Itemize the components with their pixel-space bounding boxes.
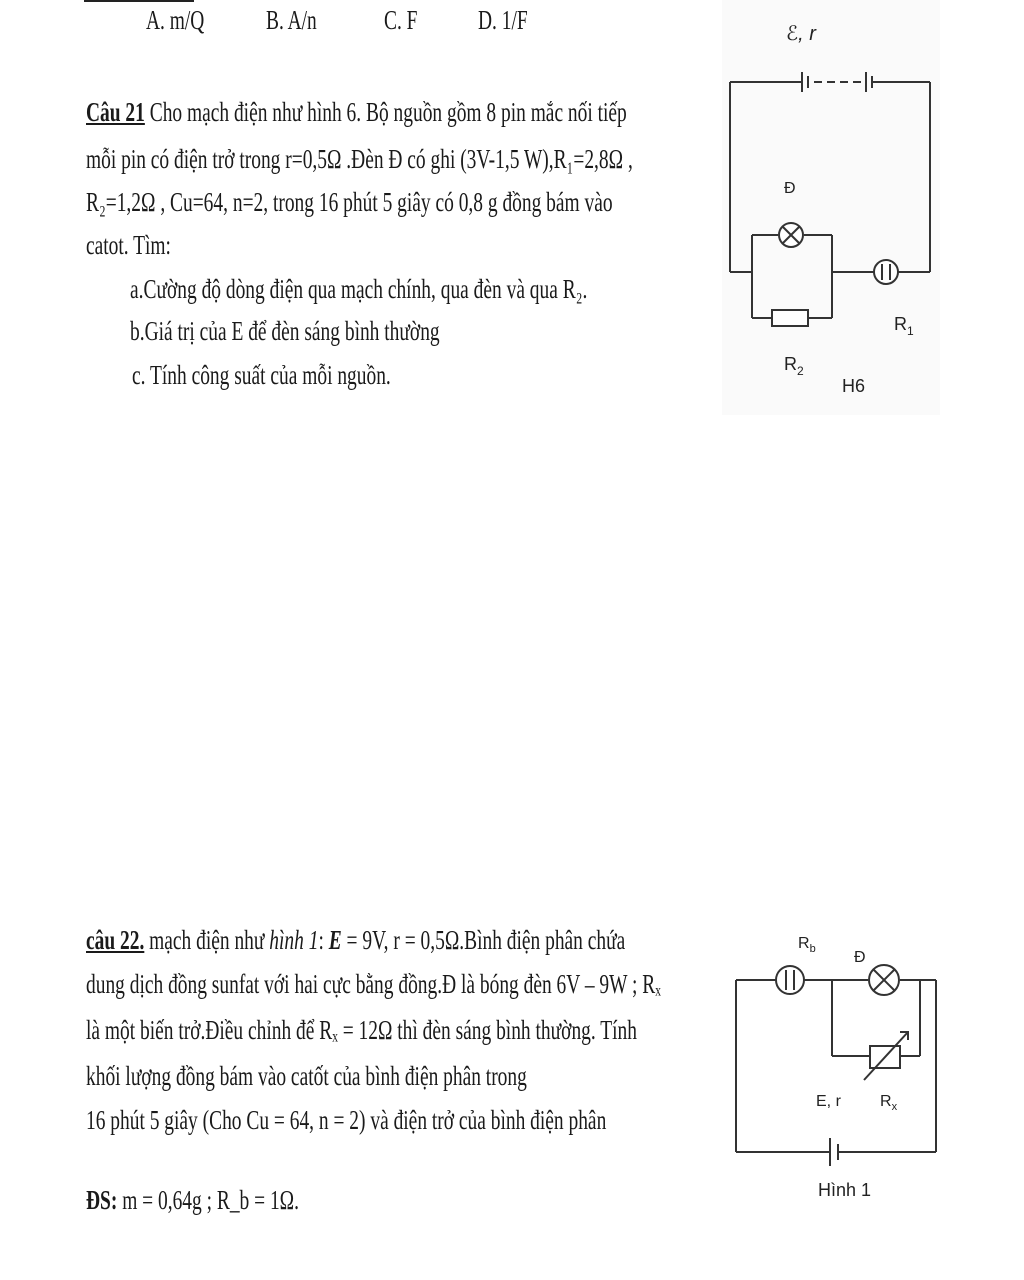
lamp-icon xyxy=(869,965,899,995)
fig1-rx-label: $R_x$ xyxy=(880,1093,898,1113)
q22-line-2: dung dịch đồng sunfat với hai cực bằng đồng.Đ là bóng đèn 6V – 9W ; Rₓ xyxy=(86,969,661,999)
fig6-lamp-label: Đ xyxy=(784,180,796,197)
choice-a: A. m/Q xyxy=(146,5,205,35)
answer-value: m = 0,64g ; R_b = 1Ω. xyxy=(117,1185,299,1215)
choice-d: D. 1/F xyxy=(478,5,528,35)
fig6-source-label: ℰ, r xyxy=(786,23,816,45)
electrolytic-cell-icon xyxy=(776,966,804,994)
fig1-rb-label: $R_b$ xyxy=(798,935,816,955)
q21-item-c: c. Tính công suất của mỗi nguồn. xyxy=(132,360,391,390)
q21-item-b: b.Giá trị của E để đèn sáng bình thường xyxy=(130,316,440,346)
q22-line-5: 16 phút 5 giây (Cho Cu = 64, n = 2) và điện trở của bình điện phân xyxy=(86,1105,607,1135)
q22-line-1: câu 22. mạch điện như hình 1: E = 9V, r = 0,5Ω.Bình điện phân chứa xyxy=(86,925,626,955)
q22-answer xyxy=(86,1184,299,1216)
circuit-figure-h6 xyxy=(722,0,942,415)
q21-line-3: R₂=1,2Ω , Cu=64, n=2, trong 16 phút 5 giây có 0,8 g đồng bám vào xyxy=(86,187,613,217)
fig1-lamp-label: Đ xyxy=(854,949,866,966)
q21-title: Câu 21 xyxy=(86,97,145,127)
fig6-r2-label: $R_2$ xyxy=(784,354,804,378)
circuit-figure-hinh-1 xyxy=(730,920,946,1210)
electrolytic-cell-icon xyxy=(874,260,898,284)
answer-label: ĐS: xyxy=(86,1185,118,1215)
lamp-icon xyxy=(779,223,803,247)
q22-title: câu 22. xyxy=(86,925,145,955)
q21-line-4: catot. Tìm: xyxy=(86,230,171,260)
q22-line-3: là một biến trở.Điều chỉnh để Rₓ = 12Ω thì đèn sáng bình thường. Tính xyxy=(86,1015,637,1045)
q21-line-2: mỗi pin có điện trở trong r=0,5Ω .Đèn Đ có ghi (3V-1,5 W),R₁=2,8Ω , xyxy=(86,144,633,174)
top-divider xyxy=(84,0,194,2)
fig1-caption: Hình 1 xyxy=(818,1180,872,1200)
fig6-caption: H6 xyxy=(842,376,866,396)
choice-c: C. F xyxy=(384,5,418,35)
resistor-r2-icon xyxy=(772,310,808,326)
q22-line-4: khối lượng đồng bám vào catốt của bình điện phân trong xyxy=(86,1061,527,1091)
fig6-r1-label: $R_1$ xyxy=(894,314,914,338)
choice-b: B. A/n xyxy=(266,5,317,35)
q21-item-a: a.Cường độ dòng điện qua mạch chính, qua đèn và qua R₂. xyxy=(130,274,588,304)
q21-line-1: Câu 21 Cho mạch điện như hình 6. Bộ nguồn gồm 8 pin mắc nối tiếp xyxy=(86,97,627,127)
fig1-source-label: E, r xyxy=(816,1093,841,1110)
